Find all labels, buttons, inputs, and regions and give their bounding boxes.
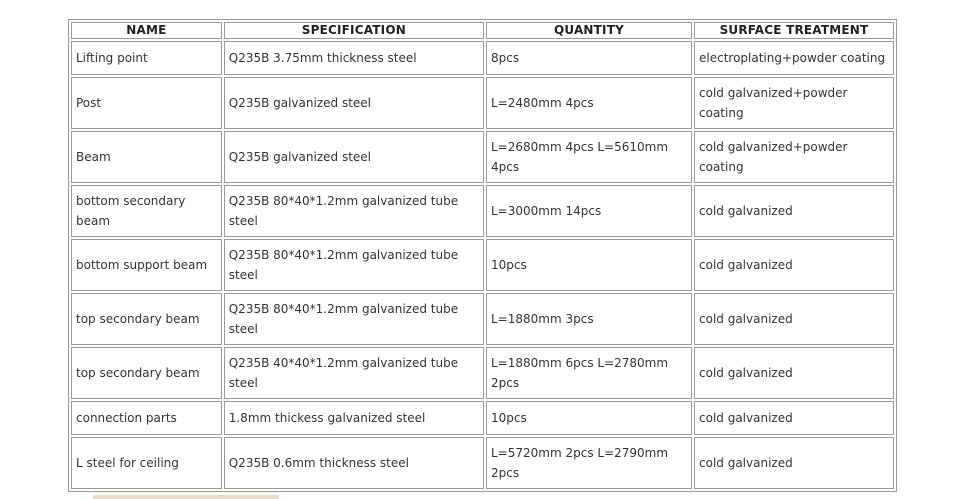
cell-quantity: 10pcs — [486, 239, 692, 291]
cell-name: bottom support beam — [71, 239, 222, 291]
cell-specification: Q235B 0.6mm thickness steel — [224, 437, 484, 489]
table-row — [71, 77, 894, 129]
cell-surface-treatment: cold galvanized+powder coating — [694, 131, 894, 183]
cell-quantity: L=1880mm 6pcs L=2780mm 2pcs — [486, 347, 692, 399]
table-row — [71, 437, 894, 489]
cell-surface-treatment: cold galvanized — [694, 185, 894, 237]
cell-quantity: L=1880mm 3pcs — [486, 293, 692, 345]
cell-name: bottom secondary beam — [71, 185, 222, 237]
table-row — [71, 401, 894, 435]
cell-surface-treatment: cold galvanized — [694, 437, 894, 489]
cell-specification: Q235B 80*40*1.2mm galvanized tube steel — [224, 293, 484, 345]
table-row — [71, 347, 894, 399]
cell-surface-treatment: cold galvanized — [694, 239, 894, 291]
cell-quantity: L=2480mm 4pcs — [486, 77, 692, 129]
table-row — [71, 41, 894, 75]
cell-name: Post — [71, 77, 222, 129]
cell-name: Beam — [71, 131, 222, 183]
cell-quantity: L=2680mm 4pcs L=5610mm 4pcs — [486, 131, 692, 183]
header-name: NAME — [71, 22, 222, 39]
table-row — [71, 131, 894, 183]
cell-specification: Q235B galvanized steel — [224, 131, 484, 183]
cell-specification: Q235B 80*40*1.2mm galvanized tube steel — [224, 185, 484, 237]
cell-quantity: 8pcs — [486, 41, 692, 75]
table-row — [71, 293, 894, 345]
cell-surface-treatment: cold galvanized — [694, 401, 894, 435]
cell-quantity: 10pcs — [486, 401, 692, 435]
header-quantity: QUANTITY — [486, 22, 692, 39]
cell-name: top secondary beam — [71, 293, 222, 345]
header-specification: SPECIFICATION — [224, 22, 484, 39]
cell-specification: Q235B galvanized steel — [224, 77, 484, 129]
table-row — [71, 185, 894, 237]
cell-specification: Q235B 80*40*1.2mm galvanized tube steel — [224, 239, 484, 291]
table-row — [71, 239, 894, 291]
cell-surface-treatment: cold galvanized+powder coating — [694, 77, 894, 129]
cell-name: top secondary beam — [71, 347, 222, 399]
specification-table — [68, 19, 897, 492]
cell-surface-treatment: electroplating+powder coating — [694, 41, 894, 75]
cell-specification: Q235B 3.75mm thickness steel — [224, 41, 484, 75]
cell-quantity: L=3000mm 14pcs — [486, 185, 692, 237]
spec-table-wrapper — [68, 19, 897, 492]
cell-specification: 1.8mm thickess galvanized steel — [224, 401, 484, 435]
header-surface-treatment: SURFACE TREATMENT — [694, 22, 894, 39]
cell-name: Lifting point — [71, 41, 222, 75]
cell-surface-treatment: cold galvanized — [694, 293, 894, 345]
cell-surface-treatment: cold galvanized — [694, 347, 894, 399]
cell-specification: Q235B 40*40*1.2mm galvanized tube steel — [224, 347, 484, 399]
table-header-row — [71, 22, 894, 39]
decorative-bottom-bar — [93, 495, 279, 499]
cell-name: connection parts — [71, 401, 222, 435]
cell-quantity: L=5720mm 2pcs L=2790mm 2pcs — [486, 437, 692, 489]
cell-name: L steel for ceiling — [71, 437, 222, 489]
